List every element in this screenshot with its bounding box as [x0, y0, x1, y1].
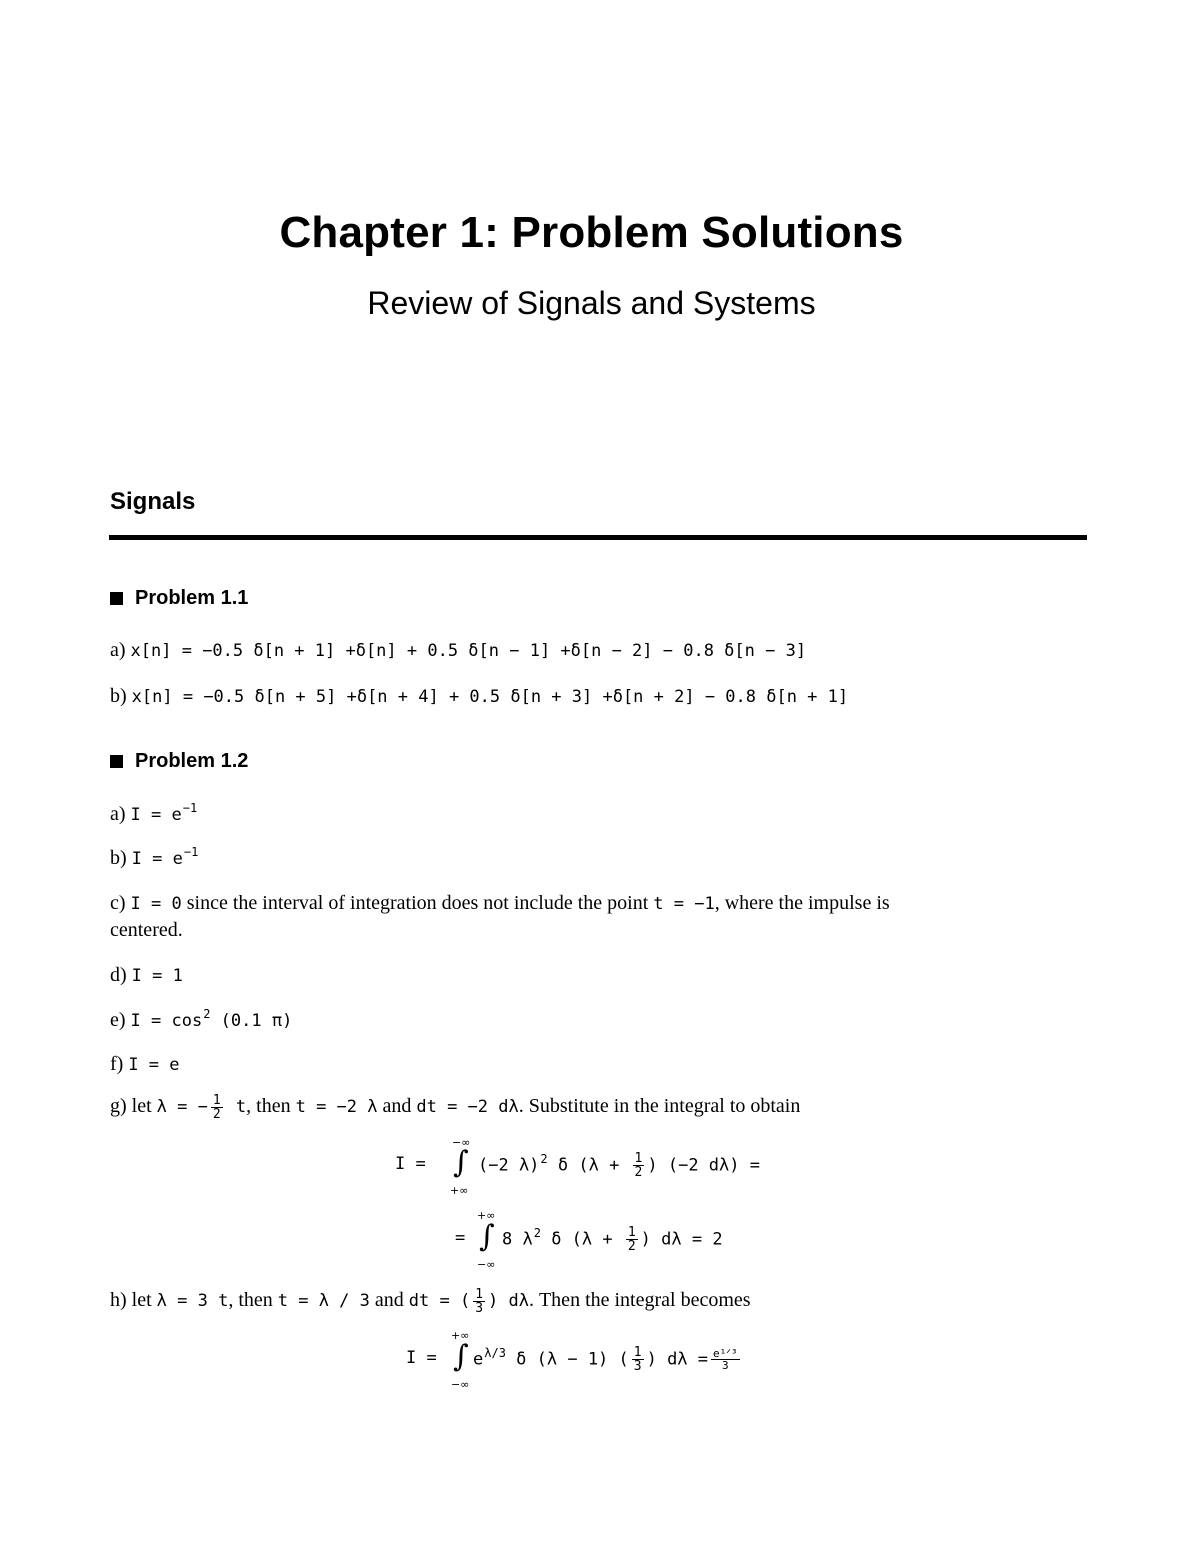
- problem-1-1-heading: [110, 587, 248, 610]
- math-expression: I = e: [128, 1055, 180, 1075]
- problem-1-2-e: [110, 1008, 292, 1034]
- body-text: centered.: [110, 919, 183, 941]
- fraction: [633, 1152, 645, 1179]
- problem-1-2-d: [110, 963, 183, 988]
- problem-1-1-a: [110, 638, 806, 663]
- body-text: . Then the integral becomes: [528, 1289, 751, 1312]
- math-expression: I = 0: [130, 894, 182, 914]
- problem-1-2-g: [110, 1094, 800, 1121]
- math-expression: (0.1 π): [210, 1011, 293, 1031]
- math-expression: I = cos: [130, 1011, 203, 1031]
- part-label: f): [110, 1053, 124, 1075]
- equation-lhs: I =: [406, 1348, 437, 1368]
- chapter-subtitle: Review of Signals and Systems: [367, 285, 816, 321]
- fraction-numerator: 1: [475, 1287, 484, 1302]
- problem-1-2-c: [110, 891, 890, 916]
- math-expression: ) dλ: [488, 1291, 529, 1312]
- part-label: c): [110, 892, 126, 914]
- part-label: h) let: [110, 1289, 157, 1312]
- part-label: b): [110, 847, 127, 869]
- math-expression: I = e: [131, 849, 183, 869]
- body-text: since the interval of integration does not include the point: [181, 892, 654, 914]
- fraction-numerator: 1: [633, 1345, 642, 1360]
- equation-part: δ (λ +: [547, 1155, 630, 1176]
- problem-1-2-b: [110, 846, 198, 872]
- part-label: a): [110, 803, 126, 825]
- math-expression: I = 1: [131, 966, 183, 986]
- problem-heading-text: Problem 1.1: [135, 587, 249, 609]
- equation-part: e: [473, 1349, 484, 1370]
- math-expression: dt = −2 dλ: [416, 1097, 519, 1118]
- fraction-numerator: 1: [212, 1093, 221, 1108]
- part-label: g) let: [110, 1095, 157, 1118]
- superscript: −1: [183, 845, 199, 859]
- part-label: a): [110, 639, 126, 661]
- problem-1-2-a: [110, 802, 197, 828]
- equation-body: [473, 1346, 743, 1373]
- fraction-numerator: 1: [634, 1151, 643, 1166]
- problem-1-2-h: [110, 1288, 751, 1315]
- fraction-denominator: 2: [627, 1239, 636, 1254]
- part-label: d): [110, 964, 127, 986]
- body-text: , then: [246, 1095, 296, 1118]
- integral-lower-limit: −∞: [451, 1378, 470, 1391]
- math-expression: λ = −: [156, 1097, 208, 1118]
- fraction-numerator: e¹ᐟ³: [713, 1347, 738, 1360]
- equation-part: ) dλ = 2: [640, 1229, 723, 1250]
- math-expression: t: [225, 1097, 247, 1118]
- math-expression: λ = 3 t: [156, 1291, 229, 1312]
- math-expression: t = −2 λ: [295, 1097, 378, 1118]
- math-expression: x[n] = −0.5 δ[n + 1] +δ[n] + 0.5 δ[n − 1] +δ[n − 2] − 0.8 δ[n − 3]: [130, 641, 807, 661]
- math-expression: t = −1: [653, 894, 715, 914]
- math-expression: I = e: [130, 805, 182, 825]
- fraction-denominator: 3: [633, 1359, 642, 1374]
- integral-sign-icon: ∫: [453, 1145, 469, 1180]
- fraction-denominator: 2: [212, 1107, 221, 1122]
- problem-1-2-heading: [110, 750, 248, 773]
- superscript: λ/3: [484, 1345, 506, 1360]
- body-text: and: [369, 1289, 409, 1312]
- fraction: [211, 1094, 223, 1121]
- body-text: and: [377, 1095, 417, 1118]
- square-bullet-icon: [110, 755, 123, 768]
- fraction-numerator: 1: [627, 1225, 636, 1240]
- problem-1-2-f: [110, 1052, 180, 1077]
- fraction-denominator: 2: [634, 1165, 643, 1180]
- math-expression: dt = (: [408, 1291, 471, 1312]
- math-expression: x[n] = −0.5 δ[n + 5] +δ[n + 4] + 0.5 δ[n + 3] +δ[n + 2] − 0.8 δ[n + 1]: [131, 687, 849, 707]
- integral-lower-limit: +∞: [450, 1184, 469, 1197]
- superscript: 2: [203, 1007, 211, 1021]
- part-label: e): [110, 1009, 126, 1031]
- equation-body: [502, 1226, 723, 1253]
- integral-upper-limit: +∞: [451, 1329, 470, 1342]
- equation-part: ) (−2 dλ) =: [647, 1155, 760, 1176]
- equation-part: 8 λ: [502, 1229, 533, 1250]
- integral-sign-icon: ∫: [453, 1339, 469, 1374]
- square-bullet-icon: [110, 592, 123, 605]
- chapter-title: Chapter 1: Problem Solutions: [279, 208, 904, 257]
- equation-lhs: =: [455, 1228, 466, 1248]
- fraction: [632, 1346, 644, 1373]
- equation-part: (−2 λ): [478, 1155, 540, 1176]
- body-text: , where the impulse is: [714, 892, 890, 914]
- fraction: [711, 1348, 740, 1371]
- section-heading: Signals: [110, 488, 196, 515]
- equation-body: [478, 1152, 760, 1179]
- body-text: . Substitute in the integral to obtain: [518, 1095, 801, 1118]
- fraction: [626, 1226, 638, 1253]
- superscript: 2: [540, 1151, 548, 1166]
- body-text: , then: [228, 1289, 278, 1312]
- problem-heading-text: Problem 1.2: [135, 750, 249, 772]
- fraction: [473, 1288, 485, 1315]
- math-expression: t = λ / 3: [277, 1291, 370, 1312]
- superscript: −1: [182, 801, 198, 815]
- integral-sign-icon: ∫: [479, 1219, 495, 1254]
- integral-upper-limit: +∞: [477, 1209, 496, 1222]
- integral-lower-limit: −∞: [477, 1258, 496, 1271]
- fraction-denominator: 3: [721, 1359, 729, 1372]
- part-label: b): [110, 685, 127, 707]
- fraction-denominator: 3: [475, 1301, 484, 1316]
- integral-upper-limit: −∞: [452, 1136, 471, 1149]
- section-divider: [109, 535, 1087, 540]
- problem-1-1-b: [110, 684, 848, 709]
- equation-part: δ (λ +: [540, 1229, 623, 1250]
- superscript: 2: [533, 1225, 541, 1240]
- equation-part: ) dλ =: [646, 1349, 709, 1370]
- problem-1-2-c-continued: [110, 918, 183, 942]
- equation-lhs: I =: [395, 1154, 426, 1174]
- equation-part: δ (λ − 1) (: [505, 1349, 629, 1370]
